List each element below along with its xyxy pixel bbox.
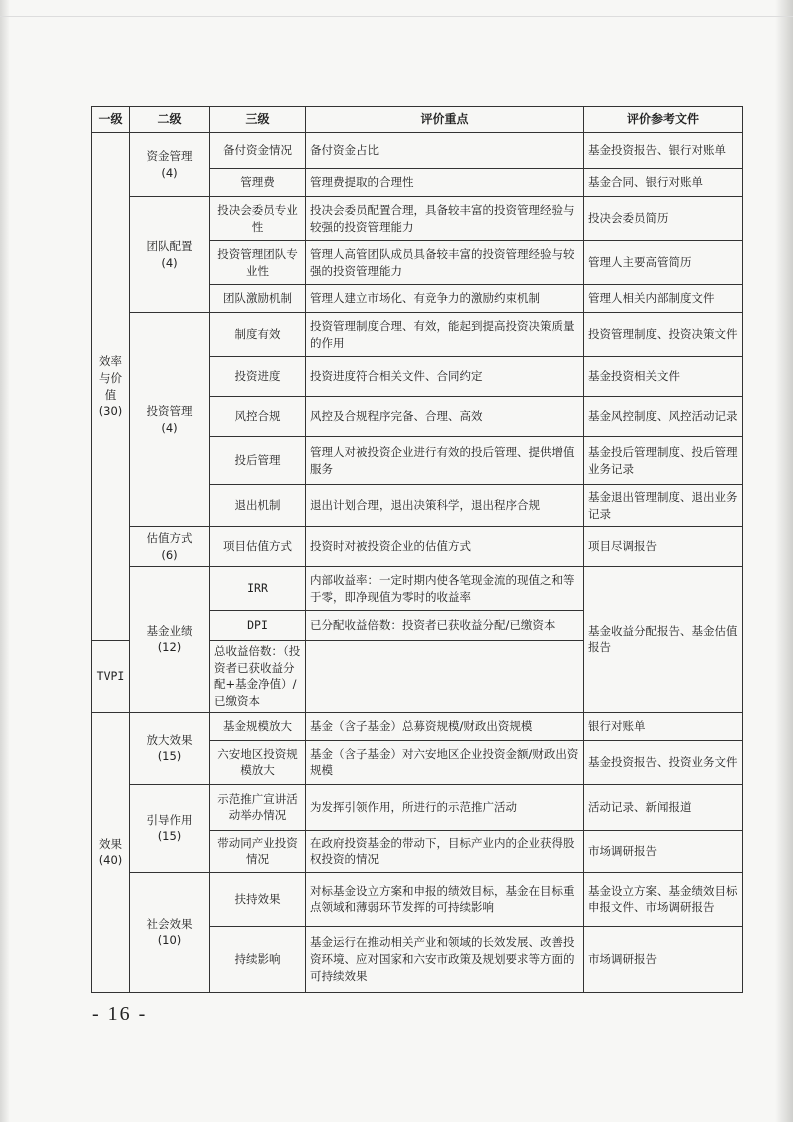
level3-cell: 六安地区投资规模放大 — [210, 740, 306, 784]
doc-cell: 管理人相关内部制度文件 — [584, 285, 743, 313]
level2-guide: 引导作用 (15) — [130, 784, 210, 872]
table-row — [92, 872, 743, 926]
page-number: - 16 - — [92, 1003, 148, 1025]
focus-cell: 管理人高管团队成员具备较丰富的投资管理经验与较强的投资管理能力 — [306, 241, 584, 285]
level2-social: 社会效果 (10) — [130, 872, 210, 992]
level3-cell: 制度有效 — [210, 313, 306, 357]
doc-cell: 基金收益分配报告、基金估值报告 — [584, 567, 743, 713]
focus-cell: 为发挥引领作用，所进行的示范推广活动 — [306, 784, 584, 830]
focus-cell: 对标基金设立方案和申报的绩效目标，基金在目标重点领域和薄弱环节发挥的可持续影响 — [306, 872, 584, 926]
doc-cell: 市场调研报告 — [584, 830, 743, 872]
level1-efficiency: 效率 与价 值 (30) — [92, 133, 130, 641]
level3-cell: 扶持效果 — [210, 872, 306, 926]
focus-cell: 内部收益率：一定时期内使各笔现金流的现值之和等于零，即净现值为零时的收益率 — [306, 567, 584, 611]
level3-cell: IRR — [210, 567, 306, 611]
level3-cell: 退出机制 — [210, 485, 306, 527]
level3-cell: DPI — [210, 611, 306, 641]
focus-cell: 投资进度符合相关文件、合同约定 — [306, 357, 584, 397]
level3-cell: 投决会委员专业性 — [210, 197, 306, 241]
header-level2: 二级 — [130, 107, 210, 133]
page-top-edge — [0, 0, 793, 17]
header-level3: 三级 — [210, 107, 306, 133]
doc-cell: 管理人主要高管简历 — [584, 241, 743, 285]
focus-cell: 风控及合规程序完备、合理、高效 — [306, 397, 584, 437]
focus-cell: 在政府投资基金的带动下，目标产业内的企业获得股权投资的情况 — [306, 830, 584, 872]
focus-cell: 基金运行在推动相关产业和领域的长效发展、改善投资环境、应对国家和六安市政策及规划要求等方面的可持续效果 — [306, 926, 584, 992]
level3-cell: 风控合规 — [210, 397, 306, 437]
doc-cell: 基金设立方案、基金绩效目标申报文件、市场调研报告 — [584, 872, 743, 926]
focus-cell: 投资时对被投资企业的估值方式 — [306, 527, 584, 567]
focus-cell: 退出计划合理，退出决策科学，退出程序合规 — [306, 485, 584, 527]
level3-cell: 投资管理团队专业性 — [210, 241, 306, 285]
level3-cell: 管理费 — [210, 169, 306, 197]
doc-cell: 项目尽调报告 — [584, 527, 743, 567]
doc-cell: 投资管理制度、投资决策文件 — [584, 313, 743, 357]
table-row — [92, 712, 743, 740]
doc-cell: 基金退出管理制度、退出业务记录 — [584, 485, 743, 527]
focus-cell: 总收益倍数：（投资者已获收益分配+基金净值）/已缴资本 — [210, 641, 306, 713]
level3-cell: 持续影响 — [210, 926, 306, 992]
level3-cell: 备付资金情况 — [210, 133, 306, 169]
doc-cell: 基金投资报告、银行对账单 — [584, 133, 743, 169]
focus-cell: 管理人对被投资企业进行有效的投后管理、提供增值服务 — [306, 437, 584, 485]
level3-cell: TVPI — [92, 641, 130, 713]
header-level1: 一级 — [92, 107, 130, 133]
focus-cell: 投资管理制度合理、有效，能起到提高投资决策质量的作用 — [306, 313, 584, 357]
table-header-row — [92, 107, 743, 133]
level3-cell: 团队激励机制 — [210, 285, 306, 313]
level2-amplify: 放大效果 (15) — [130, 712, 210, 784]
focus-cell: 管理人建立市场化、有竞争力的激励约束机制 — [306, 285, 584, 313]
focus-cell: 基金（含子基金）对六安地区企业投资金额/财政出资规模 — [306, 740, 584, 784]
level2-performance: 基金业绩 (12) — [130, 567, 210, 713]
doc-cell: 银行对账单 — [584, 712, 743, 740]
header-focus: 评价重点 — [306, 107, 584, 133]
table-row — [92, 784, 743, 830]
level3-cell: 项目估值方式 — [210, 527, 306, 567]
doc-cell: 投决会委员简历 — [584, 197, 743, 241]
level3-cell: 示范推广宣讲活动举办情况 — [210, 784, 306, 830]
doc-cell: 基金风控制度、风控活动记录 — [584, 397, 743, 437]
level2-fund-mgmt: 资金管理 (4) — [130, 133, 210, 197]
page-right-edge — [775, 0, 793, 1122]
level3-cell: 基金规模放大 — [210, 712, 306, 740]
focus-cell: 已分配收益倍数：投资者已获收益分配/已缴资本 — [306, 611, 584, 641]
evaluation-table — [91, 106, 743, 993]
level3-cell: 带动同产业投资情况 — [210, 830, 306, 872]
page-left-edge — [0, 0, 10, 1122]
focus-cell: 基金（含子基金）总募资规模/财政出资规模 — [306, 712, 584, 740]
table-row — [92, 567, 743, 611]
doc-cell: 基金投资相关文件 — [584, 357, 743, 397]
level1-effect: 效果 (40) — [92, 712, 130, 992]
level2-valuation: 估值方式 (6) — [130, 527, 210, 567]
doc-cell: 基金合同、银行对账单 — [584, 169, 743, 197]
header-docs: 评价参考文件 — [584, 107, 743, 133]
level3-cell: 投资进度 — [210, 357, 306, 397]
table-row — [92, 133, 743, 169]
doc-cell: 基金投资报告、投资业务文件 — [584, 740, 743, 784]
table-row — [92, 197, 743, 241]
focus-cell: 备付资金占比 — [306, 133, 584, 169]
focus-cell: 管理费提取的合理性 — [306, 169, 584, 197]
table-row — [92, 313, 743, 357]
level2-invest-mgmt: 投资管理 (4) — [130, 313, 210, 527]
doc-cell: 基金投后管理制度、投后管理业务记录 — [584, 437, 743, 485]
level3-cell: 投后管理 — [210, 437, 306, 485]
doc-cell: 活动记录、新闻报道 — [584, 784, 743, 830]
level2-team: 团队配置 (4) — [130, 197, 210, 313]
table-row — [92, 527, 743, 567]
doc-cell: 市场调研报告 — [584, 926, 743, 992]
focus-cell: 投决会委员配置合理，具备较丰富的投资管理经验与较强的投资管理能力 — [306, 197, 584, 241]
